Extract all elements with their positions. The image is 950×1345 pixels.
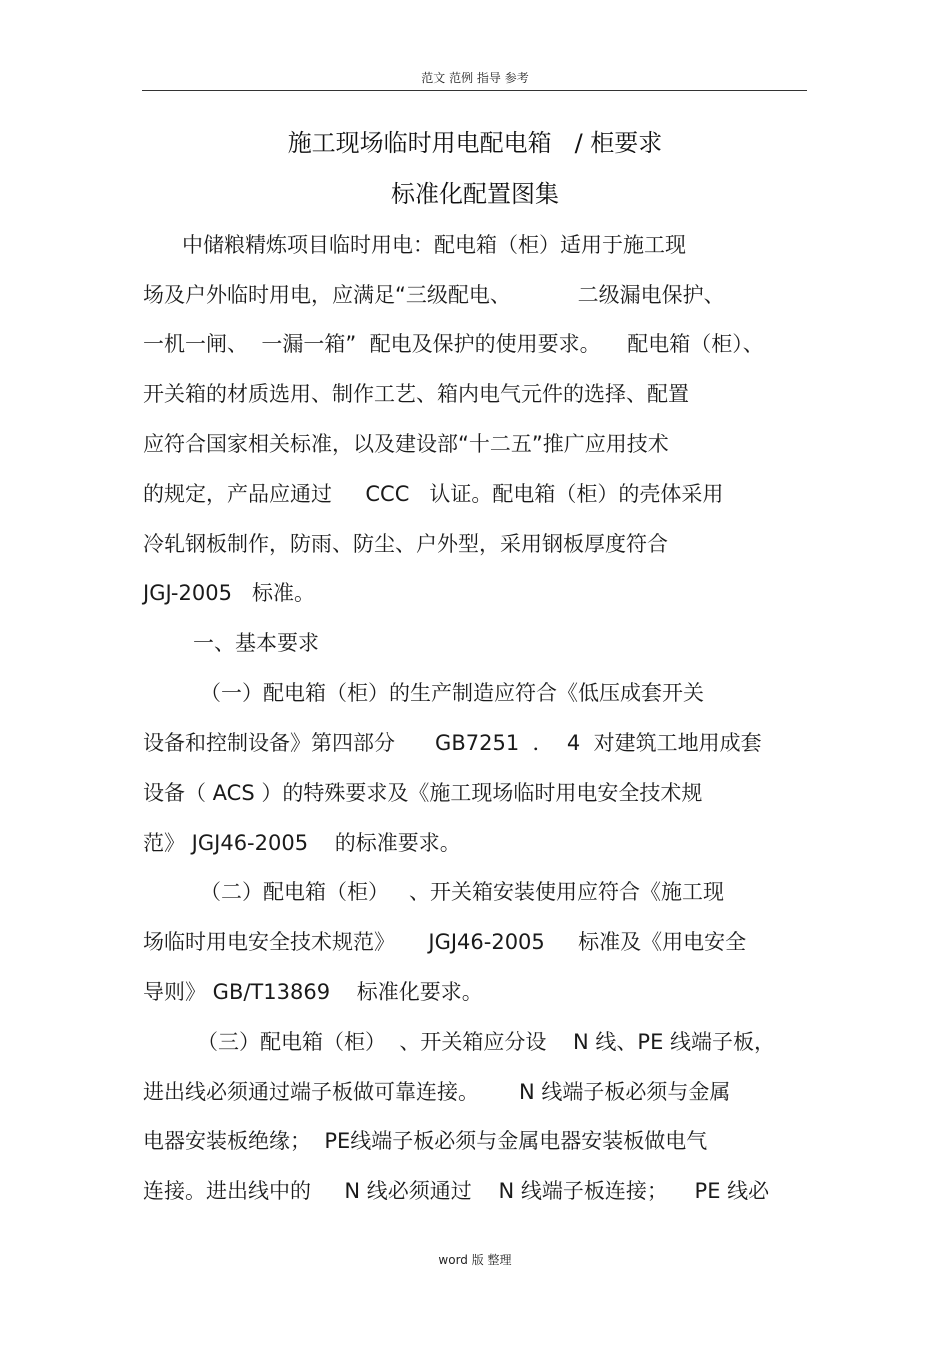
body-line-4: 开关箱的材质选用、制作工艺、箱内电气元件的选择、配置	[143, 382, 689, 406]
body-line-16: 导则》 GB/T13869 标准化要求。	[143, 980, 483, 1004]
body-line-17: （三）配电箱（柜） 、开关箱应分设 N 线、PE 线端子板，	[197, 1030, 776, 1054]
body-line-6: 的规定，产品应通过 CCC 认证。配电箱（柜）的壳体采用	[143, 482, 724, 506]
body-line-13: 范》 JGJ46-2005 的标准要求。	[143, 831, 461, 855]
body-line-3: 一机一闸、 一漏一箱” 配电及保护的使用要求。 配电箱（柜）、	[143, 332, 764, 356]
body-line-7: 冷轧钢板制作，防雨、防尘、户外型，采用钢板厚度符合	[143, 532, 668, 556]
body-line-2: 场及户外临时用电，应满足“三级配电、 二级漏电保护、	[143, 283, 725, 307]
page-header: 范文 范例 指导 参考	[421, 71, 529, 85]
body-line-20: 连接。进出线中的 N 线必须通过 N 线端子板连接； PE 线必	[143, 1179, 770, 1203]
body-line-1: 中储粮精炼项目临时用电：配电箱（柜）适用于施工现	[182, 233, 686, 257]
section-heading: 一、基本要求	[193, 631, 319, 655]
body-line-11: 设备和控制设备》第四部分 GB7251 ． 4 对建筑工地用成套	[143, 731, 762, 755]
body-line-12: 设备（ ACS ）的特殊要求及《施工现场临时用电安全技术规	[143, 781, 703, 805]
body-line-10: （一）配电箱（柜）的生产制造应符合《低压成套开关	[200, 681, 704, 705]
body-line-15: 场临时用电安全技术规范》 JGJ46-2005 标准及《用电安全	[143, 930, 747, 954]
document-title-line-2: 标准化配置图集	[391, 180, 559, 208]
body-line-5: 应符合国家相关标准，以及建设部“十二五”推广应用技术	[143, 432, 669, 456]
header-divider	[142, 90, 807, 91]
page-footer: word 版 整理	[438, 1253, 512, 1267]
body-line-18: 进出线必须通过端子板做可靠连接。 N 线端子板必须与金属	[143, 1080, 731, 1104]
body-line-14: （二）配电箱（柜） 、开关箱安装使用应符合《施工现	[200, 880, 725, 904]
document-title-line-1: 施工现场临时用电配电箱 / 柜要求	[287, 129, 663, 157]
body-line-19: 电器安装板绝缘； PE线端子板必须与金属电器安装板做电气	[143, 1129, 708, 1153]
body-line-8: JGJ-2005 标准。	[143, 581, 315, 605]
